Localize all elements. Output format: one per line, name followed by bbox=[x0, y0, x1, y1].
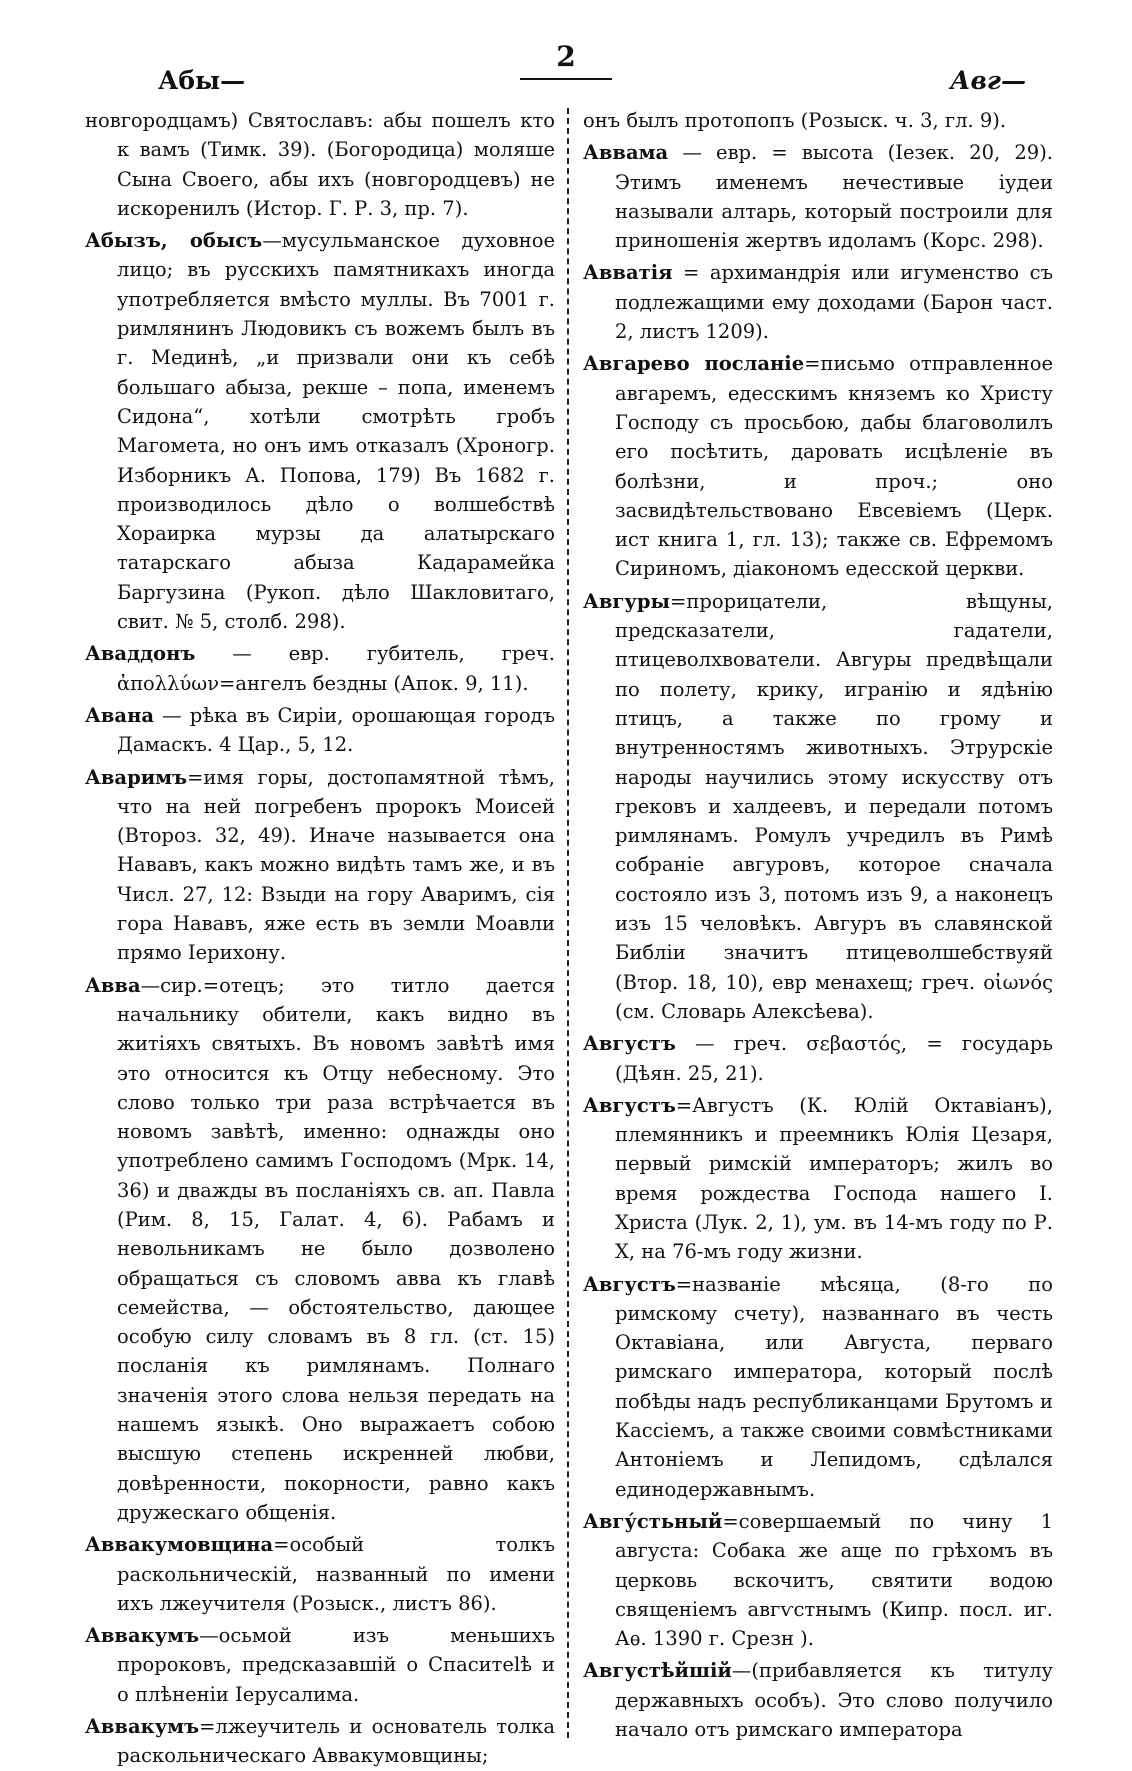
entry-headword: Авгу́стьный bbox=[583, 1509, 723, 1533]
page-header bbox=[0, 40, 1132, 95]
dictionary-entry bbox=[583, 1270, 1053, 1504]
column-divider bbox=[567, 108, 569, 1738]
entry-headword: Абызъ, обысъ bbox=[85, 229, 263, 253]
entry-headword: Аввакумовщина bbox=[85, 1533, 274, 1557]
entry-text: =письмо отправленное авгаремъ, едесскимъ княземъ ко Христу Господу съ просьбою, дабы благоволилъ его посѣтить, даровать исцѣленіе въ болѣзни, и проч.; оно засвидѣтельствовано Евсевіемъ (Церк. ист книга 1, гл. 13); также св. Ефремомъ Сириномъ, діакономъ едесской церкви. bbox=[615, 352, 1053, 581]
entry-text: =Августъ (К. Юлій Октавіанъ), племянникъ и преемникъ Юлія Цезаря, первый римскій императоръ; жилъ во время рождества Господа нашего І. Христа (Лук. 2, 1), ум. въ 14-мъ году по Р. Х, на 76-мъ году жизни. bbox=[615, 1093, 1053, 1264]
dictionary-entry bbox=[583, 1507, 1053, 1653]
entry-headword: Августъ bbox=[583, 1272, 676, 1296]
dictionary-entry bbox=[85, 1712, 555, 1771]
entry-text: = архимандрія или игуменство съ подлежащими ему доходами (Барон част. 2, листъ 1209). bbox=[615, 261, 1053, 344]
entry-text: —осьмой изъ меньшихъ пророковъ, предсказавшій о Спаситеlѣ и о плѣненіи Іерусалима. bbox=[117, 1624, 555, 1706]
dictionary-entry bbox=[583, 106, 1053, 135]
entry-headword: Августъ bbox=[583, 1032, 676, 1056]
right-column bbox=[583, 106, 1053, 1746]
entry-headword: Августѣйшій bbox=[583, 1659, 732, 1683]
entry-text: — греч. σεβαστός, = государь (Дѣян. 25, 21). bbox=[615, 1032, 1053, 1085]
entry-text: =названіе мѣсяца, (8-го по римскому счету), названнаго въ честь Октавіана, или Августа, перваго римскаго императора, который послѣ побѣды надъ республиканцами Брутомъ и Кассіемъ, а также своими совмѣстниками Антоніемъ и Лепидомъ, сдѣлался единодержавнымъ. bbox=[615, 1272, 1053, 1501]
entry-headword: Авгуры bbox=[583, 589, 671, 613]
catchword-left: Абы— bbox=[158, 66, 246, 95]
dictionary-entry bbox=[583, 1656, 1053, 1744]
catchword-right: Авг— bbox=[950, 66, 1026, 95]
entry-headword: Аввакумъ bbox=[85, 1624, 200, 1648]
entry-text: — рѣка въ Сиріи, орошающая городъ Дамаскъ. 4 Цар., 5, 12. bbox=[117, 703, 555, 757]
entry-text: —(прибавляется къ титулу державныхъ особъ). Это слово получило начало отъ римскаго императора bbox=[615, 1659, 1053, 1742]
dictionary-entry bbox=[85, 701, 555, 760]
dictionary-entry bbox=[85, 226, 555, 636]
dictionary-entry bbox=[583, 258, 1053, 346]
entry-text: —сир.=отецъ; это титло дается начальнику обители, какъ видно въ житіяхъ святыхъ. Въ новомъ завѣтѣ имя это относится къ Отцу небесному. Это слово только три раза встрѣчается въ новомъ завѣтѣ, именно: однажды оно употреблено самимъ Господомъ (Мрк. 14, 36) и дважды въ посланіяхъ св. ап. Павла (Рим. 8, 15, Галат. 4, 6). Рабамъ и невольникамъ не было дозволено обращаться съ словомъ авва къ главѣ семейства, — обстоятельство, дающее особую силу словамъ въ 8 гл. (ст. 15) посланія къ римлянамъ. Полнаго значенія этого слова нельзя передать на нашемъ языкѣ. Оно выражаетъ собою высшую степень искренней любви, довѣренности, покорности, равно какъ дружескаго общенія. bbox=[117, 973, 555, 1524]
entry-text: =прорицатели, вѣщуны, предсказатели, гадатели, птицеволхвователи. Авгуры предвѣщали по полету, крику, игранію и ядѣнію птицъ, а также по грому и внутренностямъ животныхъ. Этрурскіе народы научились этому искусству отъ грековъ и халдеевъ, и передали потомъ римлянамъ. Ромулъ учредилъ въ Римѣ собраніе авгуровъ, которое сначала состояло изъ 3, потомъ изъ 9, а наконецъ изъ 15 человѣкъ. Авгуръ въ славянской Библіи значитъ птицеволшебствуяй (Втор. 18, 10), евр менахещ; греч. οἰωνός (см. Словарь Алексѣева). bbox=[615, 589, 1053, 1023]
dictionary-entry bbox=[85, 1621, 555, 1709]
entry-headword: Авана bbox=[85, 703, 154, 727]
entry-text: новгородцамъ) Святославъ: абы пошелъ кто к вамъ (Тимк. 39). (Богородица) моляше Сына Своего, абы ихъ (новгородцевъ) не искоренилъ (Истор. Г. Р. 3, пр. 7). bbox=[85, 109, 555, 220]
entry-text: =особый толкъ раскольническій, названный по имени ихъ лжеучителя (Розыск., листъ 86). bbox=[117, 1533, 555, 1615]
entry-headword: Аваримъ bbox=[85, 765, 188, 789]
entry-headword: Августъ bbox=[583, 1093, 676, 1117]
entry-text: онъ былъ протопопъ (Розыск. ч. 3, гл. 9). bbox=[583, 109, 1007, 132]
left-column bbox=[85, 106, 556, 1768]
entry-headword: Авва bbox=[85, 973, 141, 997]
page-number-rule bbox=[520, 78, 612, 80]
dictionary-entry bbox=[583, 138, 1053, 255]
entry-headword: Авватія bbox=[583, 261, 673, 285]
dictionary-entry bbox=[85, 763, 555, 968]
entry-text: =совершаемый по чину 1 августа: Собака же аще по грѣхомъ въ церковь вскочитъ, святити водою священіемъ авгѵстнымъ (Кипр. посл. иг. Аѳ. 1390 г. Срезн ). bbox=[615, 1509, 1053, 1651]
entry-headword: Аввама bbox=[583, 141, 669, 165]
page-number: 2 bbox=[556, 40, 576, 73]
entry-text: —мусульманское духовное лицо; въ русскихъ памятникахъ иногда употребляется вмѣсто муллы. Въ 7001 г. римлянинъ Людовикъ съ вожемъ былъ въ г. Мединѣ, „и призвали они къ себѣ большаго абыза, рекше – попа, именемъ Сидона“, хотѣли смотрѣть гробъ Магомета, но онъ имъ отказалъ (Хроногр. Изборникъ А. Попова, 179) Въ 1682 г. производилось дѣло о волшебствѣ Хораирка мурзы да алатырскаго татарскаго абыза Кадарамейка Баргузина (Рукоп. дѣло Шакловитаго, свит. № 5, столб. 298). bbox=[117, 229, 556, 634]
dictionary-entry bbox=[85, 1530, 555, 1618]
dictionary-entry bbox=[583, 349, 1053, 583]
entry-text: — евр. губитель, греч. ἀπολλύων=ангелъ бездны (Апок. 9, 11). bbox=[117, 642, 555, 695]
dictionary-entry bbox=[583, 587, 1053, 1026]
entry-headword: Аввакумъ bbox=[85, 1715, 200, 1739]
entry-headword: Авгарево посланіе bbox=[583, 352, 805, 376]
dictionary-entry bbox=[85, 106, 555, 223]
entry-headword: Аваддонъ bbox=[85, 642, 196, 666]
dictionary-entry bbox=[583, 1029, 1053, 1088]
dictionary-entry bbox=[85, 639, 555, 698]
dictionary-entry bbox=[85, 971, 555, 1528]
entry-text: =лжеучитель и основатель толка раскольническаго Аввакумовщины; bbox=[117, 1715, 555, 1768]
dictionary-entry bbox=[583, 1091, 1053, 1267]
entry-text: =имя горы, достопамятной тѣмъ, что на ней погребенъ пророкъ Моисей (Второз. 32, 49). Иначе называется она Нававъ, какъ можно видѣть тамъ же, и въ Числ. 27, 12: Взыди на гору Аваримъ, сія гора Нававъ, яже есть въ земли Моавли прямо Іерихону. bbox=[117, 765, 555, 965]
entry-text: — евр. = высота (Іезек. 20, 29). Этимъ именемъ нечестивые іудеи называли алтарь, который построили для приношенія жертвъ идоламъ (Корс. 298). bbox=[615, 141, 1053, 253]
